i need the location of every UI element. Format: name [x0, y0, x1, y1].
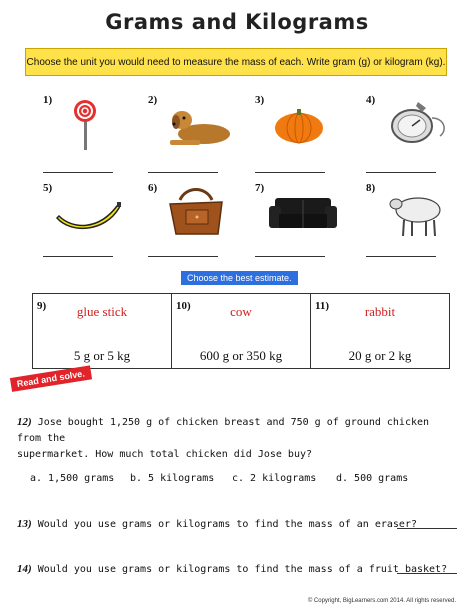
compass-icon — [378, 98, 458, 150]
sheep-icon — [378, 186, 458, 238]
answer-choice-d[interactable]: d. 500 grams — [336, 473, 409, 484]
question-number: 12) — [17, 416, 32, 428]
answer-choice-a[interactable]: a. 1,500 grams — [30, 473, 115, 484]
banana-icon — [55, 186, 135, 238]
instruction-box — [25, 48, 447, 76]
question-text-line1: Jose bought 1,250 g of chicken breast and 750 g of ground chicken from the — [17, 417, 430, 444]
question-number: 13) — [17, 518, 32, 530]
answer-choices — [30, 473, 450, 484]
answer-line[interactable] — [43, 256, 113, 257]
lollipop-icon — [55, 98, 135, 150]
item-number: 7) — [255, 182, 265, 194]
answer-line[interactable] — [148, 256, 218, 257]
estimate-number: 11) — [315, 300, 330, 312]
item-number: 1) — [43, 94, 53, 106]
answer-line[interactable] — [255, 256, 325, 257]
question-text: Would you use grams or kilograms to find the mass of a fruit basket? — [37, 564, 448, 575]
question-13 — [17, 516, 417, 533]
item-number: 8) — [366, 182, 376, 194]
item-6 — [148, 182, 248, 262]
estimate-word: glue stick — [76, 304, 128, 319]
copyright-text: © Copyright, BigLearners.com 2014. All rights reserved. — [307, 598, 456, 604]
answer-line[interactable] — [397, 528, 457, 529]
item-5 — [43, 182, 143, 262]
answer-line[interactable] — [366, 256, 436, 257]
item-number: 6) — [148, 182, 158, 194]
estimate-number: 9) — [37, 300, 47, 312]
instruction-text: Choose the unit you would need to measure the mass of each. Write gram (g) or kilogram (kg). — [26, 56, 446, 68]
sofa-icon — [267, 186, 347, 238]
item-2 — [148, 94, 248, 174]
item-number: 5) — [43, 182, 53, 194]
estimate-options[interactable]: 600 g or 350 kg — [199, 348, 283, 363]
item-number: 2) — [148, 94, 158, 106]
answer-choice-c[interactable]: c. 2 kilograms — [232, 473, 317, 484]
answer-choice-b[interactable]: b. 5 kilograms — [130, 473, 215, 484]
dog-icon — [160, 98, 240, 150]
estimate-number: 10) — [176, 300, 191, 312]
estimate-cell-10 — [172, 294, 311, 368]
answer-line[interactable] — [366, 172, 436, 173]
question-text: Would you use grams or kilograms to find the mass of an eraser? — [37, 519, 417, 530]
handbag-icon — [160, 186, 240, 238]
item-number: 4) — [366, 94, 376, 106]
answer-line[interactable] — [255, 172, 325, 173]
estimate-options[interactable]: 5 g or 5 kg — [73, 348, 131, 363]
question-text-line2: supermarket. How much total chicken did Jose buy? — [17, 449, 313, 460]
question-12 — [17, 414, 457, 463]
pumpkin-icon — [267, 98, 347, 150]
estimate-options[interactable]: 20 g or 2 kg — [348, 348, 412, 363]
item-4 — [366, 94, 466, 174]
read-solve-label: Read and solve. — [10, 365, 92, 391]
item-3 — [255, 94, 355, 174]
item-number: 3) — [255, 94, 265, 106]
estimate-cell-11 — [311, 294, 449, 368]
estimate-word: rabbit — [364, 304, 396, 319]
question-14 — [17, 561, 447, 578]
estimate-cell-9 — [33, 294, 172, 368]
item-1 — [43, 94, 143, 174]
estimate-word: cow — [230, 304, 252, 319]
answer-line[interactable] — [397, 573, 457, 574]
page-title: Grams and Kilograms — [105, 10, 369, 34]
estimate-label: Choose the best estimate. — [181, 271, 298, 285]
question-number: 14) — [17, 563, 32, 575]
estimate-table — [32, 293, 450, 369]
answer-line[interactable] — [43, 172, 113, 173]
answer-line[interactable] — [148, 172, 218, 173]
item-8 — [366, 182, 466, 262]
item-7 — [255, 182, 355, 262]
